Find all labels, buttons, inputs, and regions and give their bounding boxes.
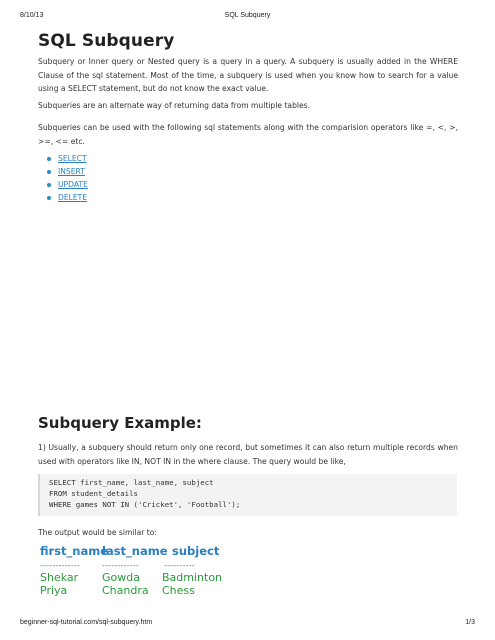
intro-paragraph [38,55,458,96]
list-item [38,166,458,179]
alternate-text: Subqueries are an alternate way of returning data from multiple tables. [38,101,311,110]
statement-list [38,153,458,205]
alternate-paragraph [38,99,458,113]
example-heading-block [38,414,458,432]
print-header [0,12,495,24]
print-date: 8/10/13 [20,12,44,19]
bullet-icon [47,170,51,174]
print-page-number: 1/3 [465,619,475,626]
table-cell: Shekar [40,571,79,584]
table-cell: Chandra [102,584,149,597]
bullet-icon [47,183,51,187]
separator: ---------- [164,561,195,570]
page-title-block [38,31,458,51]
table-cell: Priya [40,584,68,597]
output-intro-block [38,526,458,540]
code-line: WHERE games NOT IN ('Cricket', 'Football'); [49,500,241,509]
link-select[interactable]: SELECT [58,154,87,163]
output-intro: The output would be similar to: [38,528,157,537]
list-item [38,192,458,205]
bullet-icon [47,196,51,200]
print-url: beginner-sql-tutorial.com/sql-subquery.htm [20,619,153,626]
header-first-name: first_name [40,544,109,558]
link-update[interactable]: UPDATE [58,180,88,189]
intro-text: Subquery or Inner query or Nested query is a query in a query. A subquery is usually added in the WHERE Clause of the sql statement. Most of the time, a subquery is used when you know how to search for a value using a SELECT statement, but do not know the exact value. [38,57,458,93]
table-cell: Gowda [102,571,140,584]
operators-text: Subqueries can be used with the following sql statements along with the comparision operators like =, <, >, >=, <= etc. [38,123,458,146]
bullet-icon [47,157,51,161]
code-block [38,474,457,516]
code-line: FROM student_details [49,489,138,498]
separator: ------------- [40,561,81,570]
link-delete[interactable]: DELETE [58,193,88,202]
list-item [38,179,458,192]
example-heading: Subquery Example: [38,414,202,432]
separator: ------------ [102,561,140,570]
table-cell: Chess [162,584,195,597]
table-cell: Badminton [162,571,223,584]
link-insert[interactable]: INSERT [58,167,85,176]
list-item [38,153,458,166]
print-footer [0,619,495,631]
print-title: SQL Subquery [224,12,271,19]
header-subject: subject [172,544,220,558]
operators-paragraph [38,121,458,148]
code-line: SELECT first_name, last_name, subject [49,478,214,487]
example-text: 1) Usually, a subquery should return only one record, but sometimes it can also return multiple records when used with operators like IN, NOT IN in the where clause. The query would be like, [38,443,458,466]
page-title: SQL Subquery [38,31,175,51]
example-paragraph [38,441,458,468]
header-last-name: last_name [102,544,168,558]
